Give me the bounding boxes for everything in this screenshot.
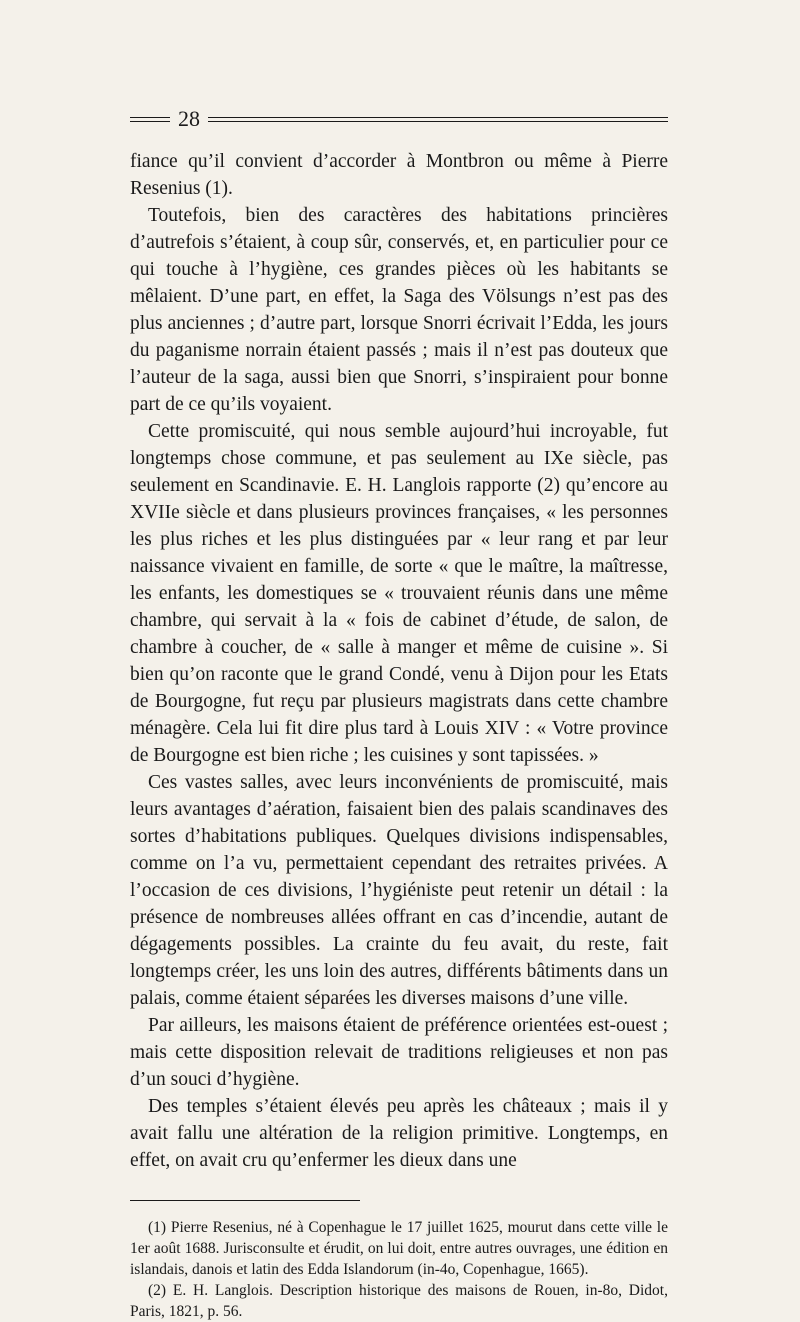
header-rule-right	[208, 117, 668, 122]
page-header	[130, 104, 668, 134]
paragraph-6: Des temples s’étaient élevés peu après les châteaux ; mais il y avait fallu une altération de la religion primitive. Longtemps, en effet, on avait cru qu’enfermer les dieux dans une	[130, 1096, 668, 1171]
footnote-separator	[130, 1200, 360, 1201]
header-rule-left	[130, 117, 170, 122]
footnote-1: (1) Pierre Resenius, né à Copenhague le 17 juillet 1625, mourut dans cette ville le 1er août 1688. Jurisconsulte et érudit, on lui doit, entre autres ouvrages, une édition en islandais, danois et latin des Edda Islandorum (in-4o, Copenhague, 1665).	[130, 1219, 668, 1278]
book-page	[130, 104, 668, 1322]
paragraph-1: fiance qu’il convient d’accorder à Montbron ou même à Pierre Resenius (1).	[130, 151, 668, 199]
page-number: 28	[178, 106, 200, 131]
footnotes	[130, 1217, 668, 1322]
paragraph-5: Par ailleurs, les maisons étaient de préférence orientées est-ouest ; mais cette disposition relevait de traditions religieuses et non pas d’un souci d’hygiène.	[130, 1015, 668, 1090]
paragraph-4: Ces vastes salles, avec leurs inconvénients de promiscuité, mais leurs avantages d’aération, faisaient bien des palais scandinaves des sortes d’habitations publiques. Quelques divisions indispensables, comme on l’a vu, permettaient cependant des retraites privées. A l’occasion de ces divisions, l’hygiéniste peut retenir un détail : la présence de nombreuses allées offrant en cas d’incendie, autant de dégagements possibles. La crainte du feu avait, du reste, fait longtemps créer, les uns loin des autres, différents bâtiments dans un palais, comme étaient séparées les diverses maisons d’une ville.	[130, 772, 668, 1009]
footnote-2: (2) E. H. Langlois. Description historique des maisons de Rouen, in-8o, Didot, Paris, 1821, p. 56.	[130, 1282, 668, 1320]
paragraph-2: Toutefois, bien des caractères des habitations princières d’autrefois s’étaient, à coup sûr, conservés, et, en particulier pour ce qui touche à l’hygiène, ces grandes pièces où les habitants se mêlaient. D’une part, en effet, la Saga des Völsungs n’est pas des plus anciennes ; d’autre part, lorsque Snorri écrivait l’Edda, les jours du paganisme norrain étaient passés ; mais il n’est pas douteux que l’auteur de la saga, aussi bien que Snorri, s’inspiraient pour bonne part de ce qu’ils voyaient.	[130, 205, 668, 415]
paragraph-3: Cette promiscuité, qui nous semble aujourd’hui incroyable, fut longtemps chose commune, et pas seulement au IXe siècle, pas seulement en Scandinavie. E. H. Langlois rapporte (2) qu’encore au XVIIe siècle et dans plusieurs provinces françaises, « les personnes les plus riches et les plus distinguées par « leur rang et par leur naissance vivaient en famille, de sorte « que le maître, la maîtresse, les enfants, les domestiques se « trouvaient réunis dans une même chambre, qui servait à la « fois de cabinet d’étude, de salon, de chambre à coucher, de « salle à manger et même de cuisine ». Si bien qu’on raconte que le grand Condé, venu à Dijon pour les Etats de Bourgogne, fut reçu par plusieurs magistrats dans cette chambre ménagère. Cela lui fit dire plus tard à Louis XIV : « Votre province de Bourgogne est bien riche ; les cuisines y sont tapissées. »	[130, 421, 668, 766]
main-text	[130, 148, 668, 1174]
